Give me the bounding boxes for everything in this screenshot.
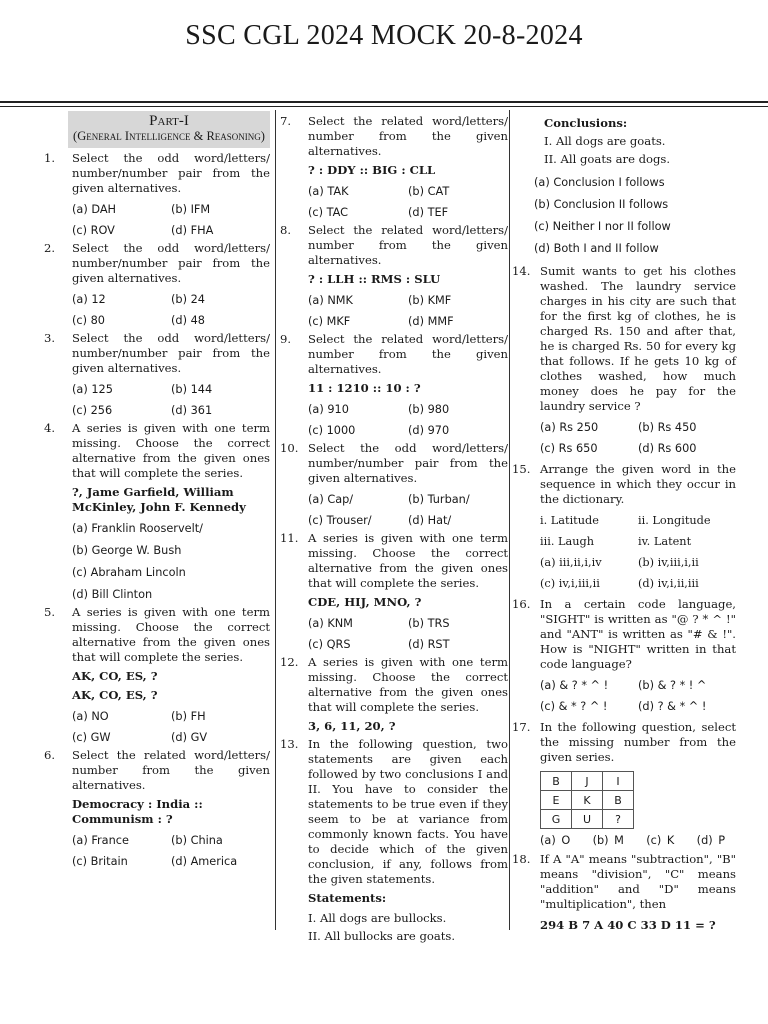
question-number: 15.: [512, 462, 531, 476]
conclusions-label: Conclusions:: [544, 116, 628, 130]
statement: II. All bullocks are goats.: [308, 929, 456, 943]
question-11: [280, 531, 508, 591]
question-text: In the following question, two statements are given each followed by two conclusions I and II. You have to consider the statements to be true even if they seem to be at variance from commonly known facts. You have to decide which of the given conclusion, if any, follows from the given statements.: [308, 737, 508, 886]
header-rule-thin: [0, 106, 768, 107]
part-subtitle: (General Intelligence & Reasoning): [73, 129, 265, 143]
column-1: [44, 111, 270, 869]
grid-cell: ?: [603, 810, 634, 829]
conclusion-1: I. All dogs are goats.: [544, 134, 666, 148]
option-b[interactable]: (b) Turban/: [408, 493, 470, 506]
column-divider-2: [509, 110, 510, 930]
q15-option-b[interactable]: (b) iv,iii,i,ii: [638, 556, 699, 569]
option-b[interactable]: (b) TRS: [408, 617, 450, 630]
option-d[interactable]: (d) Bill Clinton: [72, 588, 153, 601]
q15-option-d[interactable]: (d) iv,i,ii,iii: [638, 577, 699, 590]
question-2: [44, 241, 270, 286]
question-text: A series is given with one term missing. Choose the correct alternative from the given ones that will complete the series.: [72, 421, 270, 480]
question-17: [512, 720, 736, 765]
question-number: 18.: [512, 852, 531, 866]
option-c[interactable]: (c) 80: [72, 314, 105, 327]
option-d[interactable]: (d) 361: [171, 404, 213, 417]
option-d[interactable]: (d) 970: [408, 424, 450, 437]
question-text: Select the odd word/letters/ number/number pair from the given alternatives.: [72, 151, 270, 195]
options-list: [308, 492, 508, 528]
question-text: Sumit wants to get his clothes washed. The laundry service charges in his city are such that for the first kg of clothes, he is charged Rs. 150 and after that, he is charged Rs. 50 for every kg that follows. If he gets 10 kg of clothes washed, how much money does he pay for the laundry service ?: [540, 264, 736, 413]
option-b[interactable]: (b) 24: [171, 293, 205, 306]
option-d[interactable]: (d) TEF: [408, 206, 449, 219]
grid-cell: E: [541, 791, 572, 810]
q16-option-d[interactable]: (d) ? & * ^ !: [638, 700, 707, 713]
question-1: [44, 151, 270, 196]
option-c[interactable]: (c) Trouser/: [308, 514, 372, 527]
options-list: [308, 184, 508, 220]
column-2: [280, 111, 508, 947]
option-a[interactable]: (a) DAH: [72, 203, 117, 216]
question-number: 2.: [44, 241, 56, 255]
question-number: 11.: [280, 531, 299, 545]
option-b[interactable]: (b) China: [171, 834, 223, 847]
question-3: [44, 331, 270, 376]
question-list-col1: [44, 151, 270, 869]
option-d[interactable]: (d) Hat/: [408, 514, 452, 527]
q13-option-a[interactable]: (a) Conclusion I follows: [534, 176, 665, 189]
question-expression: 294 B 7 A 40 C 33 D 11 = ?: [540, 918, 716, 932]
q15-words: [540, 513, 736, 549]
question-4: [44, 421, 270, 481]
statements-list: [308, 911, 508, 944]
question-number: 10.: [280, 441, 299, 455]
grid-cell: K: [572, 791, 603, 810]
question-expression: ?, Jame Garfield, William McKinley, John F. Kennedy: [72, 485, 246, 514]
q13-option-c[interactable]: (c) Neither I nor II follow: [534, 220, 671, 233]
q14-option-d[interactable]: (d) Rs 600: [638, 442, 697, 455]
options-list: [308, 616, 508, 652]
question-expression: AK, CO, ES, ?: [72, 669, 158, 683]
option-d[interactable]: (d) MMF: [408, 315, 454, 328]
option-c[interactable]: (c) 256: [72, 404, 113, 417]
q15-word-1: i. Latitude: [540, 514, 599, 527]
options-list: [72, 202, 270, 238]
question-14: [512, 264, 736, 414]
part-name: Part-I: [149, 113, 189, 129]
q15-option-c[interactable]: (c) iv,i,iii,ii: [540, 577, 600, 590]
question-text: If A "A" means "subtraction", "B" means "division", "C" means "addition" and "D" means "multiplication", then: [540, 852, 736, 911]
grid-cell: G: [541, 810, 572, 829]
options-list: [308, 402, 508, 438]
question-expression: CDE, HIJ, MNO, ?: [308, 595, 422, 609]
option-a[interactable]: (a) TAK: [308, 185, 349, 198]
q16-option-a[interactable]: (a) & ? * ^ !: [540, 679, 609, 692]
question-18: [512, 852, 736, 912]
q15-option-a[interactable]: (a) iii,ii,i,iv: [540, 556, 602, 569]
q16-option-b[interactable]: (b) & ? * ! ^: [638, 679, 707, 692]
question-10: [280, 441, 508, 486]
question-expression: Statements:: [308, 891, 387, 905]
question-number: 13.: [280, 737, 299, 751]
q14-option-b[interactable]: (b) Rs 450: [638, 421, 697, 434]
option-c[interactable]: (c) MKF: [308, 315, 351, 328]
question-number: 3.: [44, 331, 56, 345]
option-a[interactable]: (a) 910: [308, 403, 349, 416]
option-d[interactable]: (d) 48: [171, 314, 205, 327]
question-text: Select the odd word/letters/ number/number pair from the given alternatives.: [72, 331, 270, 375]
question-text: Arrange the given word in the sequence in which they occur in the dictionary.: [540, 462, 736, 506]
question-text: Select the related word/letters/ number from the given alternatives.: [308, 223, 508, 267]
q13-option-b[interactable]: (b) Conclusion II follows: [534, 198, 669, 211]
question-7: [280, 114, 508, 159]
option-c[interactable]: (c) Abraham Lincoln: [72, 566, 186, 579]
option-b[interactable]: (b) FH: [171, 710, 206, 723]
q14-option-c[interactable]: (c) Rs 650: [540, 442, 598, 455]
question-number: 9.: [280, 332, 292, 346]
option-d[interactable]: (d) GV: [171, 731, 208, 744]
q16-option-c[interactable]: (c) & * ? ^ !: [540, 700, 608, 713]
option-a[interactable]: (a) NMK: [308, 294, 353, 307]
grid-cell: J: [572, 772, 603, 791]
conclusion-2: II. All goats are dogs.: [544, 152, 671, 166]
option-a[interactable]: (a) NO: [72, 710, 109, 723]
statement: I. All dogs are bullocks.: [308, 911, 447, 925]
options-list: [308, 293, 508, 329]
question-8: [280, 223, 508, 268]
option-a[interactable]: (a) Cap/: [308, 493, 354, 506]
option-c[interactable]: (c) 1000: [308, 424, 356, 437]
grid-cell: B: [603, 791, 634, 810]
option-a[interactable]: (a) 125: [72, 383, 113, 396]
option-c[interactable]: (c) GW: [72, 731, 111, 744]
option-d[interactable]: (d) America: [171, 855, 238, 868]
question-text: Select the related word/letters/ number from the given alternatives.: [308, 114, 508, 158]
option-c[interactable]: (c) Britain: [72, 855, 128, 868]
question-number: 6.: [44, 748, 56, 762]
question-text: A series is given with one term missing. Choose the correct alternative from the given ones that will complete the series.: [72, 605, 270, 664]
option-c[interactable]: (c) TAC: [308, 206, 349, 219]
option-d[interactable]: (d) FHA: [171, 224, 214, 237]
option-a[interactable]: (a) 12: [72, 293, 106, 306]
question-number: 7.: [280, 114, 292, 128]
question-number: 4.: [44, 421, 56, 435]
question-13: [280, 737, 508, 887]
page-title: SSC CGL 2024 MOCK 20-8-2024: [185, 20, 583, 51]
question-number: 1.: [44, 151, 56, 165]
option-b[interactable]: (b) 980: [408, 403, 450, 416]
question-text: A series is given with one term missing. Choose the correct alternative from the given ones that will complete the series.: [308, 655, 508, 714]
question-text: Select the related word/letters/ number from the given alternatives.: [308, 332, 508, 376]
question-expression: 11 : 1210 :: 10 : ?: [308, 381, 421, 395]
options-list: [72, 292, 270, 328]
option-d[interactable]: (d) RST: [408, 638, 450, 651]
options-list: [72, 521, 270, 602]
option-b[interactable]: (b) KMF: [408, 294, 452, 307]
question-expression: 3, 6, 11, 20, ?: [308, 719, 396, 733]
option-b[interactable]: (b) George W. Bush: [72, 544, 182, 557]
header-rule-thick: [0, 101, 768, 103]
q15-word-3: iii. Laugh: [540, 535, 595, 548]
question-number: 12.: [280, 655, 299, 669]
question-expression: ? : LLH :: RMS : SLU: [308, 272, 441, 286]
grid-cell: U: [572, 810, 603, 829]
question-12: [280, 655, 508, 715]
option-a[interactable]: (a) KNM: [308, 617, 353, 630]
question-expression: AK, CO, ES, ?: [72, 688, 158, 702]
question-text: A series is given with one term missing. Choose the correct alternative from the given ones that will complete the series.: [308, 531, 508, 590]
question-text: Select the related word/letters/ number from the given alternatives.: [72, 748, 270, 792]
q15-options: [540, 555, 736, 591]
question-expression: Democracy : India :: Communism : ?: [72, 797, 203, 826]
options-list: [72, 382, 270, 418]
q13-options: [534, 175, 736, 256]
letter-grid: [540, 771, 634, 829]
question-16: [512, 597, 736, 672]
question-text: In a certain code language, "SIGHT" is written as "@ ? * ^ !" and "ANT" is written as "# & !". How is "NIGHT" written in that code language?: [540, 597, 736, 671]
option-c[interactable]: (c) ROV: [72, 224, 115, 237]
question-9: [280, 332, 508, 377]
question-5: [44, 605, 270, 665]
question-number: 5.: [44, 605, 56, 619]
options-list: [72, 709, 270, 745]
grid-cell: I: [603, 772, 634, 791]
question-number: 17.: [512, 720, 531, 734]
grid-cell: B: [541, 772, 572, 791]
option-b[interactable]: (b) 144: [171, 383, 213, 396]
column-3: [512, 111, 736, 933]
part-heading: [68, 111, 270, 148]
question-number: 8.: [280, 223, 292, 237]
question-number: 16.: [512, 597, 531, 611]
q16-options: [540, 678, 736, 714]
question-15: [512, 462, 736, 507]
column-divider-1: [275, 110, 276, 930]
question-expression: ? : DDY :: BIG : CLL: [308, 163, 436, 177]
question-text: In the following question, select the missing number from the given series.: [540, 720, 736, 764]
q17-options[interactable]: (a) O (b) M (c) K (d) P: [540, 834, 726, 847]
q15-word-2: ii. Longitude: [638, 514, 711, 527]
q14-option-a[interactable]: (a) Rs 250: [540, 421, 599, 434]
option-b[interactable]: (b) CAT: [408, 185, 450, 198]
option-c[interactable]: (c) QRS: [308, 638, 351, 651]
option-a[interactable]: (a) Franklin Rooservelt/: [72, 522, 203, 535]
q13-option-d[interactable]: (d) Both I and II follow: [534, 242, 659, 255]
question-text: Select the odd word/letters/ number/number pair from the given alternatives.: [72, 241, 270, 285]
options-list: [72, 833, 270, 869]
question-6: [44, 748, 270, 793]
question-number: 14.: [512, 264, 531, 278]
q14-options: [540, 420, 736, 456]
question-list-col2: [280, 114, 508, 944]
q15-word-4: iv. Latent: [638, 535, 692, 548]
option-a[interactable]: (a) France: [72, 834, 129, 847]
option-b[interactable]: (b) IFM: [171, 203, 211, 216]
question-text: Select the odd word/letters/ number/number pair from the given alternatives.: [308, 441, 508, 485]
